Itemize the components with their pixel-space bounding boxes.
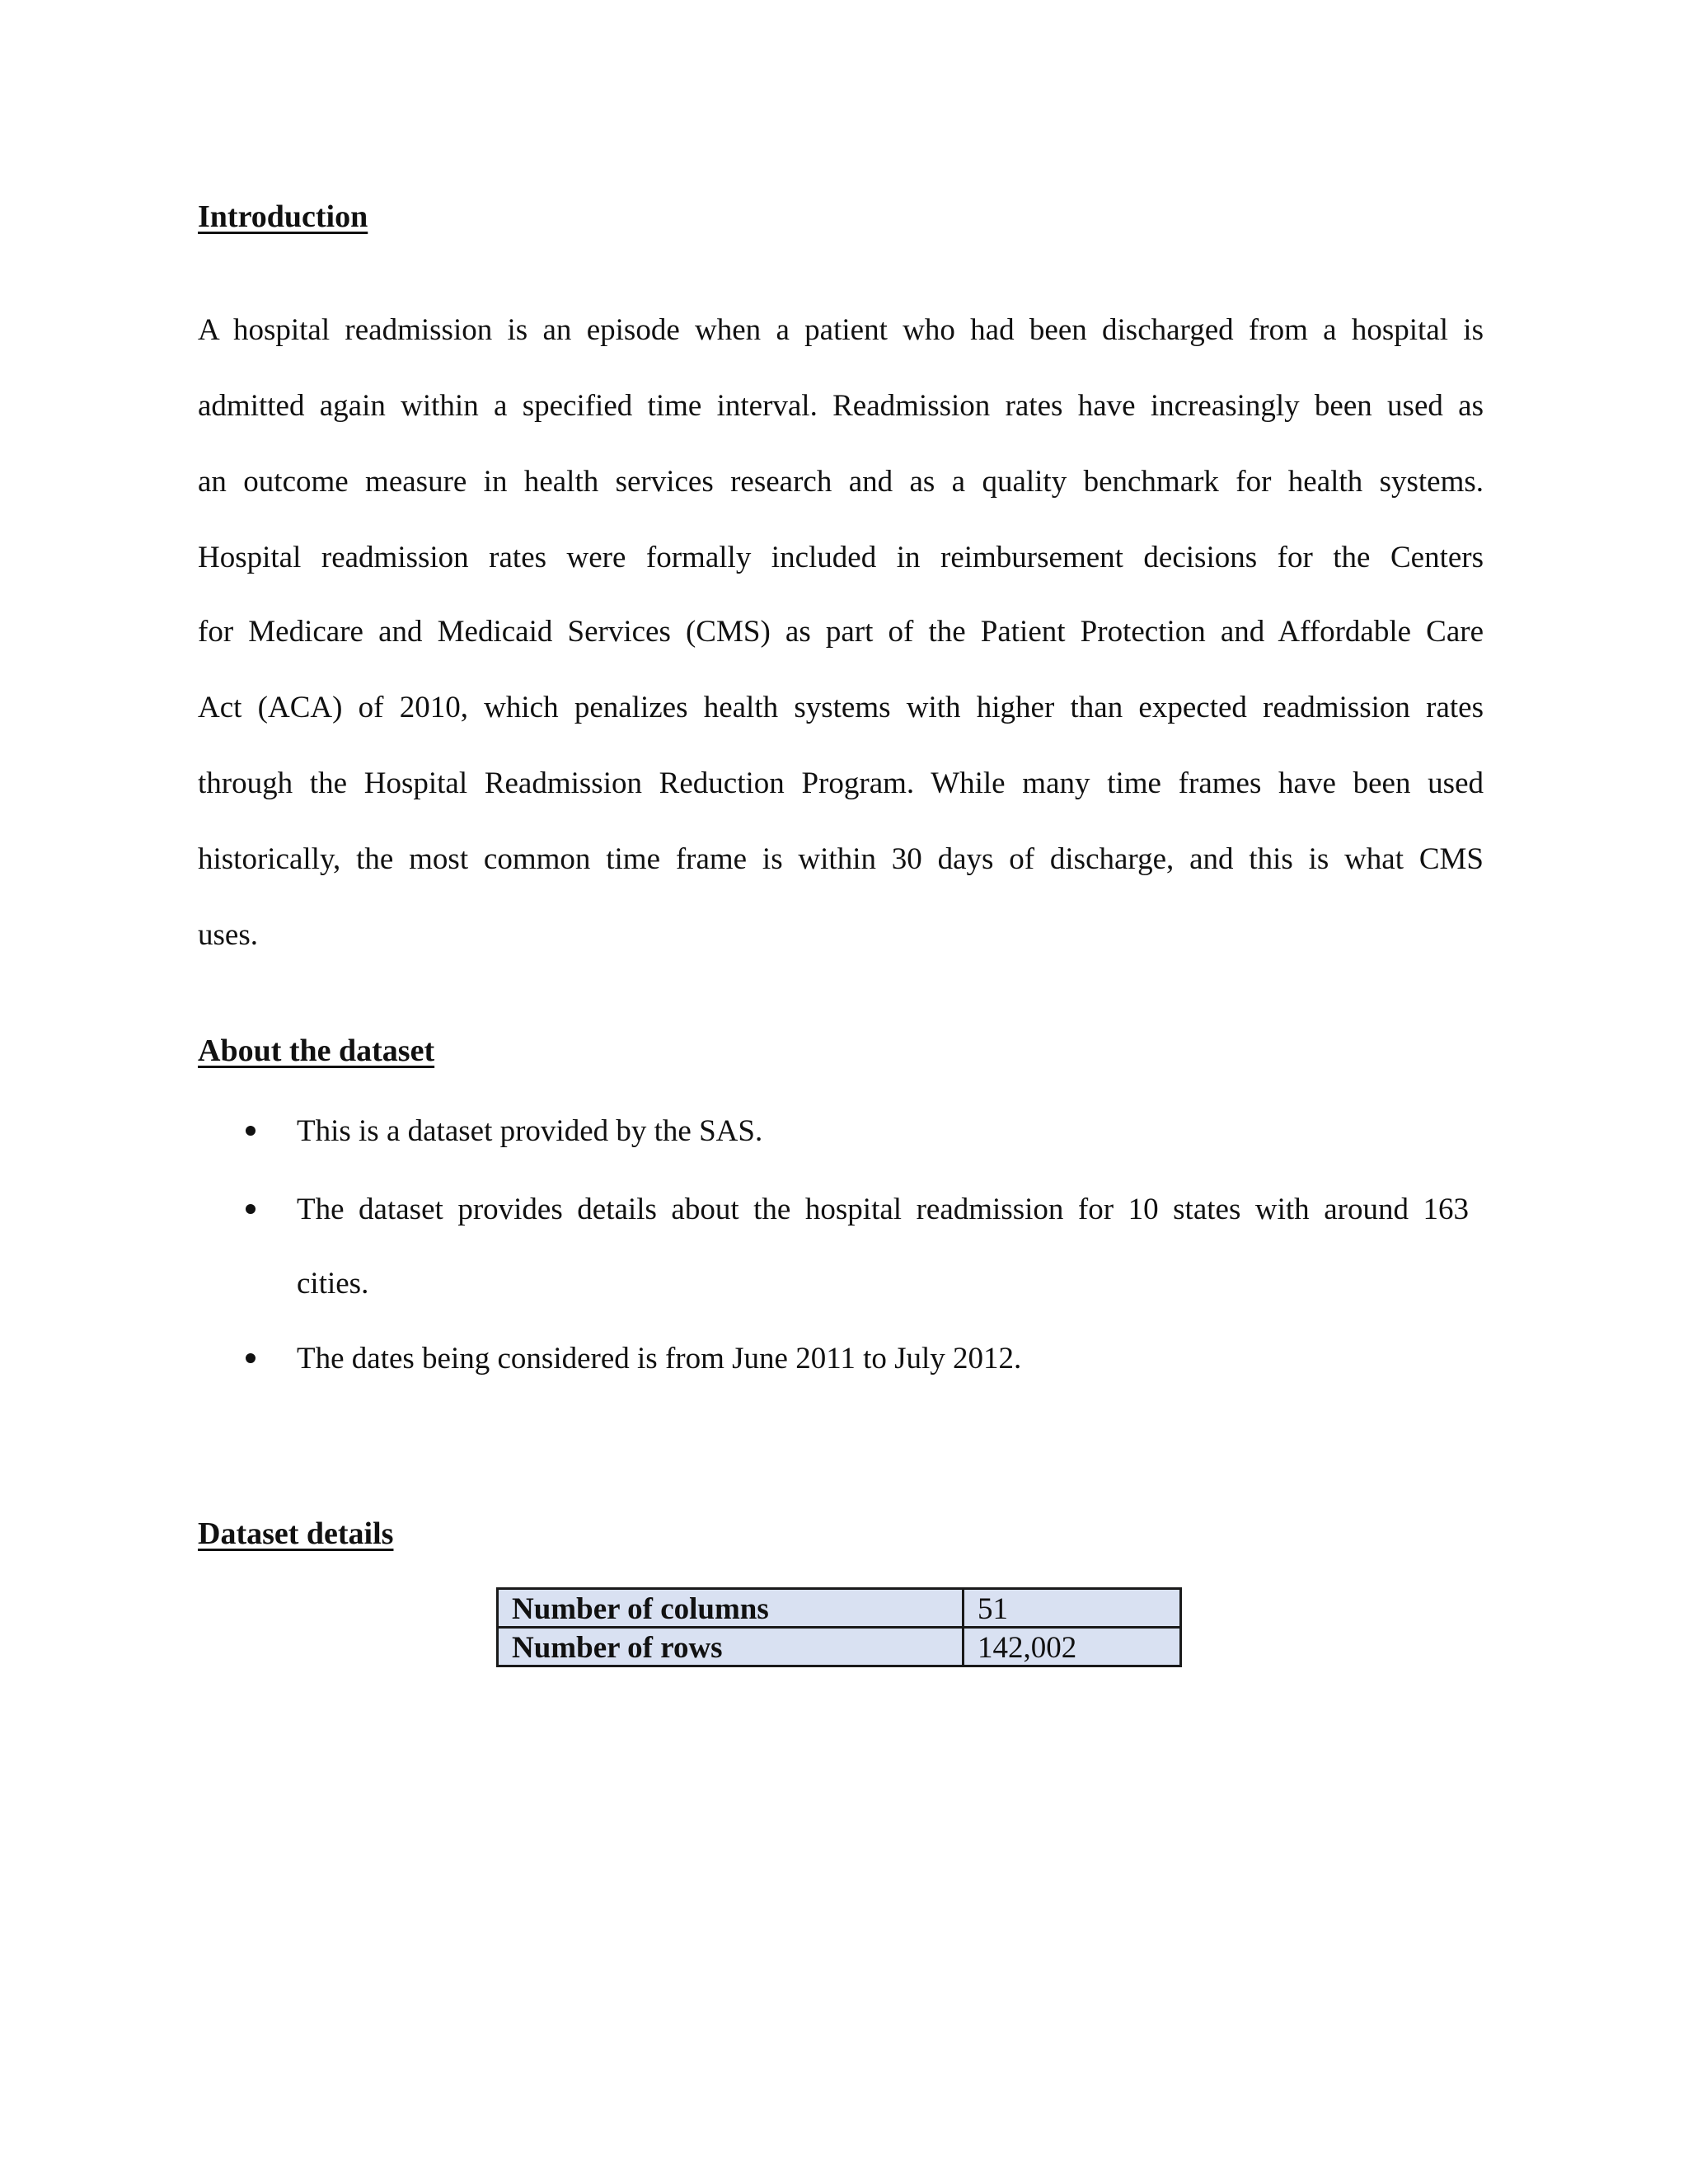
intro-paragraph-line: through the Hospital Readmission Reduction Program. While many time frames have been used (198, 766, 1484, 800)
intro-paragraph-line: admitted again within a specified time interval. Readmission rates have increasingly been used as (198, 389, 1484, 423)
intro-paragraph-line: Act (ACA) of 2010, which penalizes health systems with higher than expected readmission rates (198, 691, 1484, 724)
table-cell-label: Number of columns (498, 1589, 964, 1628)
bullet-text-continuation: cities. (297, 1267, 369, 1301)
intro-paragraph-line: an outcome measure in health services research and as a quality benchmark for health systems. (198, 465, 1484, 499)
dataset-details-heading: Dataset details (198, 1516, 394, 1551)
bullet-text: This is a dataset provided by the SAS. (297, 1114, 763, 1148)
intro-paragraph-line: historically, the most common time frame is within 30 days of discharge, and this is what CMS (198, 842, 1484, 876)
bullet-text: The dates being considered is from June 2011 to July 2012. (297, 1342, 1022, 1376)
bullet-icon (246, 1204, 256, 1214)
introduction-heading: Introduction (198, 199, 368, 234)
intro-paragraph-line: Hospital readmission rates were formally included in reimbursement decisions for the Centers (198, 541, 1484, 574)
intro-paragraph-line: for Medicare and Medicaid Services (CMS) as part of the Patient Protection and Affordable Care (198, 615, 1484, 649)
table-row (498, 1589, 1181, 1628)
bullet-icon (246, 1126, 256, 1136)
bullet-text: The dataset provides details about the hospital readmission for 10 states with around 163 (297, 1193, 1469, 1226)
intro-paragraph-line: uses. (198, 918, 258, 952)
table-cell-value: 51 (964, 1589, 1181, 1628)
about-dataset-heading: About the dataset (198, 1033, 435, 1068)
table-cell-label: Number of rows (498, 1628, 964, 1666)
dataset-details-table (496, 1587, 1182, 1667)
bullet-icon (246, 1353, 256, 1363)
intro-paragraph-line: A hospital readmission is an episode when a patient who had been discharged from a hospital is (198, 313, 1484, 347)
table-row (498, 1628, 1181, 1666)
table-cell-value: 142,002 (964, 1628, 1181, 1666)
